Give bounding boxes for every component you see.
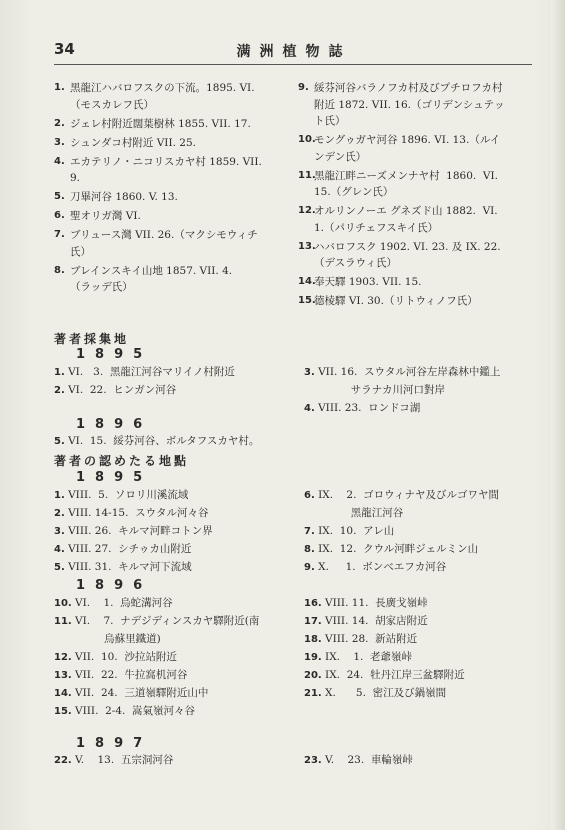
entry-text: 刀畢河谷 1860. V. 13.: [70, 191, 178, 203]
row-number: 11.: [54, 616, 72, 627]
locality-row: [304, 753, 413, 768]
row-number: 5.: [54, 562, 65, 573]
year-heading: 1896: [76, 578, 153, 593]
row-number: 9.: [304, 562, 315, 573]
row-number: 3.: [304, 367, 315, 378]
locality-row: [304, 365, 500, 380]
row-text: VIII. 14-15. スウタル河々谷: [64, 507, 209, 519]
row-text: V. 13. 五宗洞河谷: [71, 754, 174, 766]
row-text: X. 1. ボンベエフカ河谷: [314, 561, 447, 573]
row-text: IX. 1. 老爺嶺峠: [321, 651, 413, 663]
locality-entry: [298, 274, 533, 291]
entry-text: 1.（パリチェフスキイ氏）: [314, 221, 439, 234]
entry-text: 15.（グレン氏）: [314, 186, 394, 198]
row-text: VII. 24. 三道嶺驛附近山中: [71, 687, 209, 699]
locality-entry: [54, 116, 284, 133]
locality-row: [304, 668, 465, 683]
locality-entry: [54, 263, 284, 296]
locality-entry: [298, 132, 533, 165]
row-number: 12.: [54, 652, 72, 663]
entry-text: （ラッデ氏）: [70, 281, 133, 293]
row-number: 15.: [54, 706, 72, 717]
locality-entry: [54, 135, 284, 152]
row-text: VII. 22. 牛拉窩机河谷: [71, 669, 188, 681]
row-text: VIII. 14. 胡家店附近: [321, 615, 428, 627]
locality-row: [304, 401, 420, 416]
row-text: V. 23. 車輪嶺峠: [321, 754, 413, 766]
section-title-observed: 著者の認めたる地點: [54, 454, 190, 468]
locality-row: [54, 383, 176, 398]
row-number: 4.: [54, 544, 65, 555]
row-number: 18.: [304, 634, 322, 645]
entry-text: 氏）: [70, 245, 91, 258]
locality-row: [304, 650, 412, 665]
entry-number: 2.: [54, 117, 65, 129]
row-text: VI. 15. 綏芬河谷、ボルタフスカヤ村。: [64, 435, 260, 447]
year-heading: 1897: [76, 736, 153, 751]
entry-text: エカテリノ・ニコリスカヤ村 1859. VII.: [70, 155, 262, 168]
row-number: 10.: [54, 598, 72, 609]
locality-row: [54, 650, 177, 665]
locality-entry: [298, 239, 533, 272]
row-number: 13.: [54, 670, 72, 681]
locality-row: [304, 506, 403, 521]
locality-row: [304, 614, 428, 629]
row-number: 14.: [54, 688, 72, 699]
page-header: [54, 40, 534, 62]
entry-number: 6.: [54, 210, 65, 221]
row-text: VI. 22. ヒンガン河谷: [64, 384, 177, 396]
page-edge-shadow: [551, 0, 565, 830]
locality-entry: [54, 208, 284, 225]
row-number: 16.: [304, 598, 322, 609]
entry-text: ジェレ村附近闊葉樹林 1855. VII. 17.: [70, 117, 251, 130]
row-text: 黑龍江河谷: [304, 507, 404, 519]
locality-row: [304, 686, 446, 701]
entry-text: 奉天驛 1903. VII. 15.: [314, 276, 422, 288]
entry-number: 11.: [298, 169, 316, 181]
locality-row: [54, 506, 208, 521]
locality-entry: [298, 203, 533, 236]
entry-text: ンデン氏）: [314, 150, 367, 163]
row-number: 22.: [54, 755, 72, 766]
row-number: 1.: [54, 367, 65, 378]
locality-entry: [298, 168, 533, 201]
locality-entry: [298, 293, 533, 310]
entry-number: 9.: [298, 82, 309, 93]
year-heading: 1895: [76, 470, 153, 485]
locality-row: [54, 524, 213, 539]
row-number: 2.: [54, 385, 65, 396]
row-text: 烏蘇里鐵道): [54, 633, 161, 645]
row-text: VI. 3. 黑龍江河谷マリイノ村附近: [64, 366, 235, 378]
entry-number: 13.: [298, 240, 316, 252]
locality-row: [304, 632, 417, 647]
row-number: 3.: [54, 526, 65, 537]
section-title-collected: 著者採集地: [54, 332, 130, 346]
year-heading: 1895: [76, 347, 153, 362]
locality-list-right: [298, 80, 533, 310]
year-heading: 1896: [76, 417, 153, 432]
row-number: 2.: [54, 508, 65, 519]
row-text: IX. 10. アレ山: [314, 525, 395, 537]
row-number: 6.: [304, 490, 315, 501]
entry-number: 5.: [54, 191, 65, 202]
locality-list-left: [54, 80, 284, 296]
locality-entry: [54, 80, 284, 113]
row-number: 21.: [304, 688, 322, 699]
locality-row: [54, 753, 173, 768]
header-rule: [54, 64, 532, 65]
row-number: 20.: [304, 670, 322, 681]
row-number: 19.: [304, 652, 322, 663]
entry-text: ト氏）: [314, 115, 346, 127]
entry-number: 15.: [298, 295, 316, 306]
entry-text: シュンダコ村附近 VII. 25.: [70, 136, 196, 149]
row-text: VI. 7. ナデジディンスカヤ驛附近(南: [71, 615, 260, 627]
row-text: IX. 24. 牡丹江岸三盆驛附近: [321, 669, 465, 681]
entry-text: オルリンノーエ グネズド山 1882. VI.: [314, 205, 498, 217]
row-number: 4.: [304, 403, 315, 414]
locality-row: [54, 596, 173, 611]
entry-text: ブレインスキイ山地 1857. VII. 4.: [70, 264, 233, 277]
locality-row: [54, 632, 161, 647]
row-text: VIII. 31. キルマ河下流域: [64, 561, 192, 573]
entry-text: ブリュース灣 VII. 26.（マクシモウィチ: [70, 229, 258, 241]
locality-entry: [54, 227, 284, 260]
row-text: IX. 2. ゴロウィナヤ及びルゴワヤ間: [314, 489, 499, 501]
row-text: VIII. 26. キルマ河畔コトン界: [64, 525, 213, 537]
row-text: VII. 10. 沙拉站附近: [71, 651, 177, 663]
locality-row: [54, 434, 259, 449]
row-text: VIII. 23. ロンドコ湖: [314, 402, 421, 414]
locality-row: [54, 704, 195, 719]
locality-row: [304, 488, 499, 503]
entry-number: 1.: [54, 82, 65, 93]
row-text: VIII. 11. 長廣戈嶺峠: [321, 597, 428, 609]
entry-text: 聖オリガ灣 VI.: [70, 210, 141, 222]
locality-row: [304, 524, 394, 539]
entry-number: 4.: [54, 155, 65, 167]
row-text: VIII. 28. 新站附近: [321, 633, 418, 645]
locality-entry: [298, 80, 533, 130]
row-text: IX. 12. クウル河畔ジェルミン山: [314, 543, 479, 555]
page-number: 34: [54, 40, 75, 58]
locality-row: [54, 542, 191, 557]
locality-row: [304, 596, 428, 611]
entry-number: 10.: [298, 134, 316, 145]
locality-row: [54, 560, 192, 575]
entry-text: モングゥガヤ河谷 1896. VI. 13.（ルイ: [314, 134, 501, 146]
locality-row: [54, 686, 208, 701]
entry-number: 7.: [54, 229, 65, 240]
entry-text: 綏芬河谷バラノフカ村及びプチロフカ村: [314, 82, 503, 94]
locality-row: [54, 668, 187, 683]
entry-text: （デスラウィ氏）: [314, 257, 397, 269]
row-text: VII. 16. スウタル河谷左岸森林中鑑上: [314, 366, 501, 378]
entry-number: 8.: [54, 264, 65, 276]
entry-text: 附近 1872. VII. 16.（ゴリデンシュテッ: [314, 98, 505, 111]
entry-text: ハバロフスク 1902. VI. 23. 及 IX. 22.: [314, 240, 501, 253]
entry-number: 14.: [298, 276, 316, 287]
locality-row: [304, 560, 446, 575]
row-text: VIII. 27. シチゥカ山附近: [64, 543, 192, 555]
locality-row: [54, 614, 259, 629]
entry-text: 黑龍江畔ニーズメンナヤ村 1860. VI.: [314, 169, 498, 182]
row-number: 23.: [304, 755, 322, 766]
entry-number: 12.: [298, 205, 316, 216]
entry-text: 黑龍江ハバロフスクの下流。1895. VI.: [70, 82, 255, 94]
entry-text: 德棱驛 VI. 30.（リトウィノフ氏）: [314, 295, 478, 307]
row-number: 1.: [54, 490, 65, 501]
running-title: 满洲植物誌: [236, 44, 352, 60]
row-number: 5.: [54, 436, 65, 447]
row-number: 8.: [304, 544, 315, 555]
row-number: 17.: [304, 616, 322, 627]
row-text: X. 5. 密江及び鍋嶺間: [321, 687, 447, 699]
entry-text: （モスカレフ氏）: [70, 98, 154, 111]
locality-row: [54, 488, 188, 503]
locality-entry: [54, 154, 284, 187]
row-number: 7.: [304, 526, 315, 537]
row-text: VIII. 5. ソロリ川溪流域: [64, 489, 189, 501]
row-text: VI. 1. 烏蛇溝河谷: [71, 597, 173, 609]
row-text: サラナカ川河口對岸: [304, 384, 446, 396]
entry-number: 3.: [54, 136, 65, 148]
row-text: VIII. 2-4. 嵩氣嶺河々谷: [71, 705, 196, 717]
locality-entry: [54, 189, 284, 206]
locality-row: [304, 542, 478, 557]
locality-row: [304, 383, 445, 398]
locality-row: [54, 365, 235, 380]
entry-text: 9.: [70, 172, 81, 184]
